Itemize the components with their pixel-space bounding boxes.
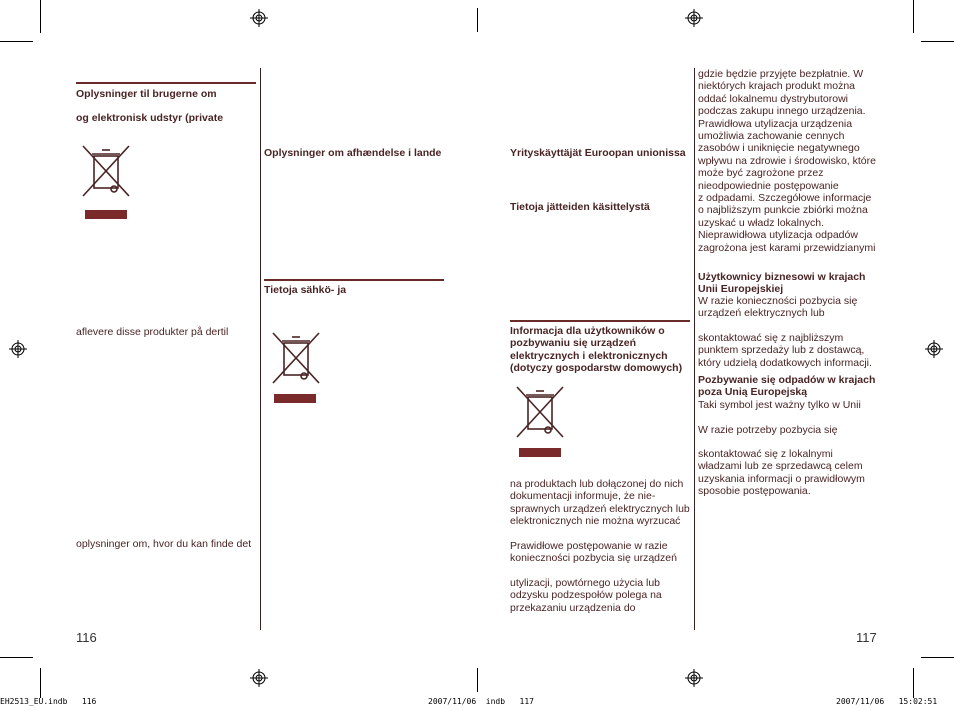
registration-mark-icon <box>250 669 268 687</box>
crop-mark <box>921 657 954 658</box>
footer-slug-middle: 2007/11/06 indb 117 <box>428 697 534 706</box>
heading-outside-eu: Pozbywanie się odpadów w krajach poza Unią Europejską <box>698 374 876 399</box>
page-number-left: 116 <box>76 630 97 645</box>
text-aflevere: aflevere disse produkter på dertil <box>76 326 229 338</box>
crop-mark <box>913 668 914 698</box>
crop-mark <box>0 657 33 658</box>
paragraph-business-1: W razie konieczności pozbycia się urządzeń elektrycznych lub <box>698 295 858 320</box>
section-rule <box>264 279 444 281</box>
column-divider <box>260 68 261 630</box>
crop-mark <box>921 41 954 42</box>
footer-slug-right: 2007/11/06 15:02:51 <box>836 697 938 706</box>
heading-tietoja: Tietoja sähkö- ja <box>264 284 347 296</box>
registration-mark-icon <box>925 340 943 358</box>
crop-mark <box>477 8 478 32</box>
crop-mark <box>0 41 33 42</box>
crossed-out-wheelie-bin-icon <box>270 330 322 386</box>
footer-slug-left: EH2513_EU.indb 116 <box>0 697 97 706</box>
heading-informacja: Informacja dla użytkowników o pozbywaniu się urządzeń elektrycznych i elektronicznych (dotyczy gospodarstw domowych) <box>510 325 683 375</box>
crop-mark <box>913 0 914 33</box>
separator-bar <box>274 394 316 403</box>
paragraph-business-2: skontaktować się z najbliższym punktem sprzedaży lub z dostawcą, który udzielą dodatkowych informacji. <box>698 332 872 369</box>
registration-mark-icon <box>9 340 27 358</box>
heading-tietoja-jatteiden: Tietoja jätteiden käsittelystä <box>510 201 650 213</box>
registration-mark-icon <box>685 9 703 27</box>
paragraph-proper-handling: Prawidłowe postępowanie w razie konieczności pozbycia się urządzeń <box>510 540 677 565</box>
paragraph-outside-2: W razie potrzeby pozbycia się <box>698 424 838 436</box>
crossed-out-wheelie-bin-icon <box>80 143 132 199</box>
text-oplysninger: oplysninger om, hvor du kan finde det <box>76 538 252 550</box>
crop-mark <box>40 668 41 698</box>
crop-mark <box>477 668 478 692</box>
separator-bar <box>85 210 127 219</box>
paragraph-outside-3: skontaktować się z lokalnymi władzami lub ze sprzedawcą celem uzyskania informacji o prawidłowym sposobie postępowania. <box>698 448 865 498</box>
heading-oplysninger-2: og elektronisk udstyr (private <box>76 112 224 124</box>
registration-mark-icon <box>250 9 268 27</box>
crossed-out-wheelie-bin-icon <box>514 384 566 440</box>
paragraph-collection-info: gdzie będzie przyjęte bezpłatnie. W niektórych krajach produkt można oddać lokalnemu dystrybutorowi podczas zakupu innego urządzenia. Prawidłowa utylizacja urządzenia umożliwia zachowanie cennych zasobów i uniknięcie negatywnego wpływu na zdrowie i środowisko, które może być zagrożone przez nieodpowiednie postępowanie z odpadami. Szczegółowe informacje o najbliższym punkcie zbiórki można uzyskać u władz lokalnych. Nieprawidłowa utylizacja odpadów zagrożona jest karami przewidzianymi <box>698 68 876 254</box>
registration-mark-icon <box>685 669 703 687</box>
heading-afhaendelse: Oplysninger om afhændelse i lande <box>264 147 442 159</box>
crop-mark <box>40 0 41 33</box>
section-rule <box>76 82 256 84</box>
paragraph-utilization: utylizacji, powtórnego użycia lub odzysku podzespołów polega na przekazaniu urządzenia do <box>510 577 662 614</box>
heading-oplysninger: Oplysninger til brugerne om <box>76 88 217 100</box>
separator-bar <box>519 448 561 457</box>
column-divider <box>694 68 695 630</box>
heading-business-users: Użytkownicy biznesowi w krajach Unii Europejskiej <box>698 271 866 296</box>
paragraph-outside-1: Taki symbol jest ważny tylko w Unii <box>698 399 861 411</box>
section-rule <box>510 320 690 322</box>
paragraph-symbol-info: na produktach lub dołączonej do nich dokumentacji informuje, że nie- sprawnych urządzeń elektrycznych lub elektronicznych nie można wyrzucać <box>510 478 690 528</box>
page-number-right: 117 <box>856 630 877 645</box>
heading-yrityskayttajat: Yrityskäyttäjät Euroopan unionissa <box>510 147 686 159</box>
